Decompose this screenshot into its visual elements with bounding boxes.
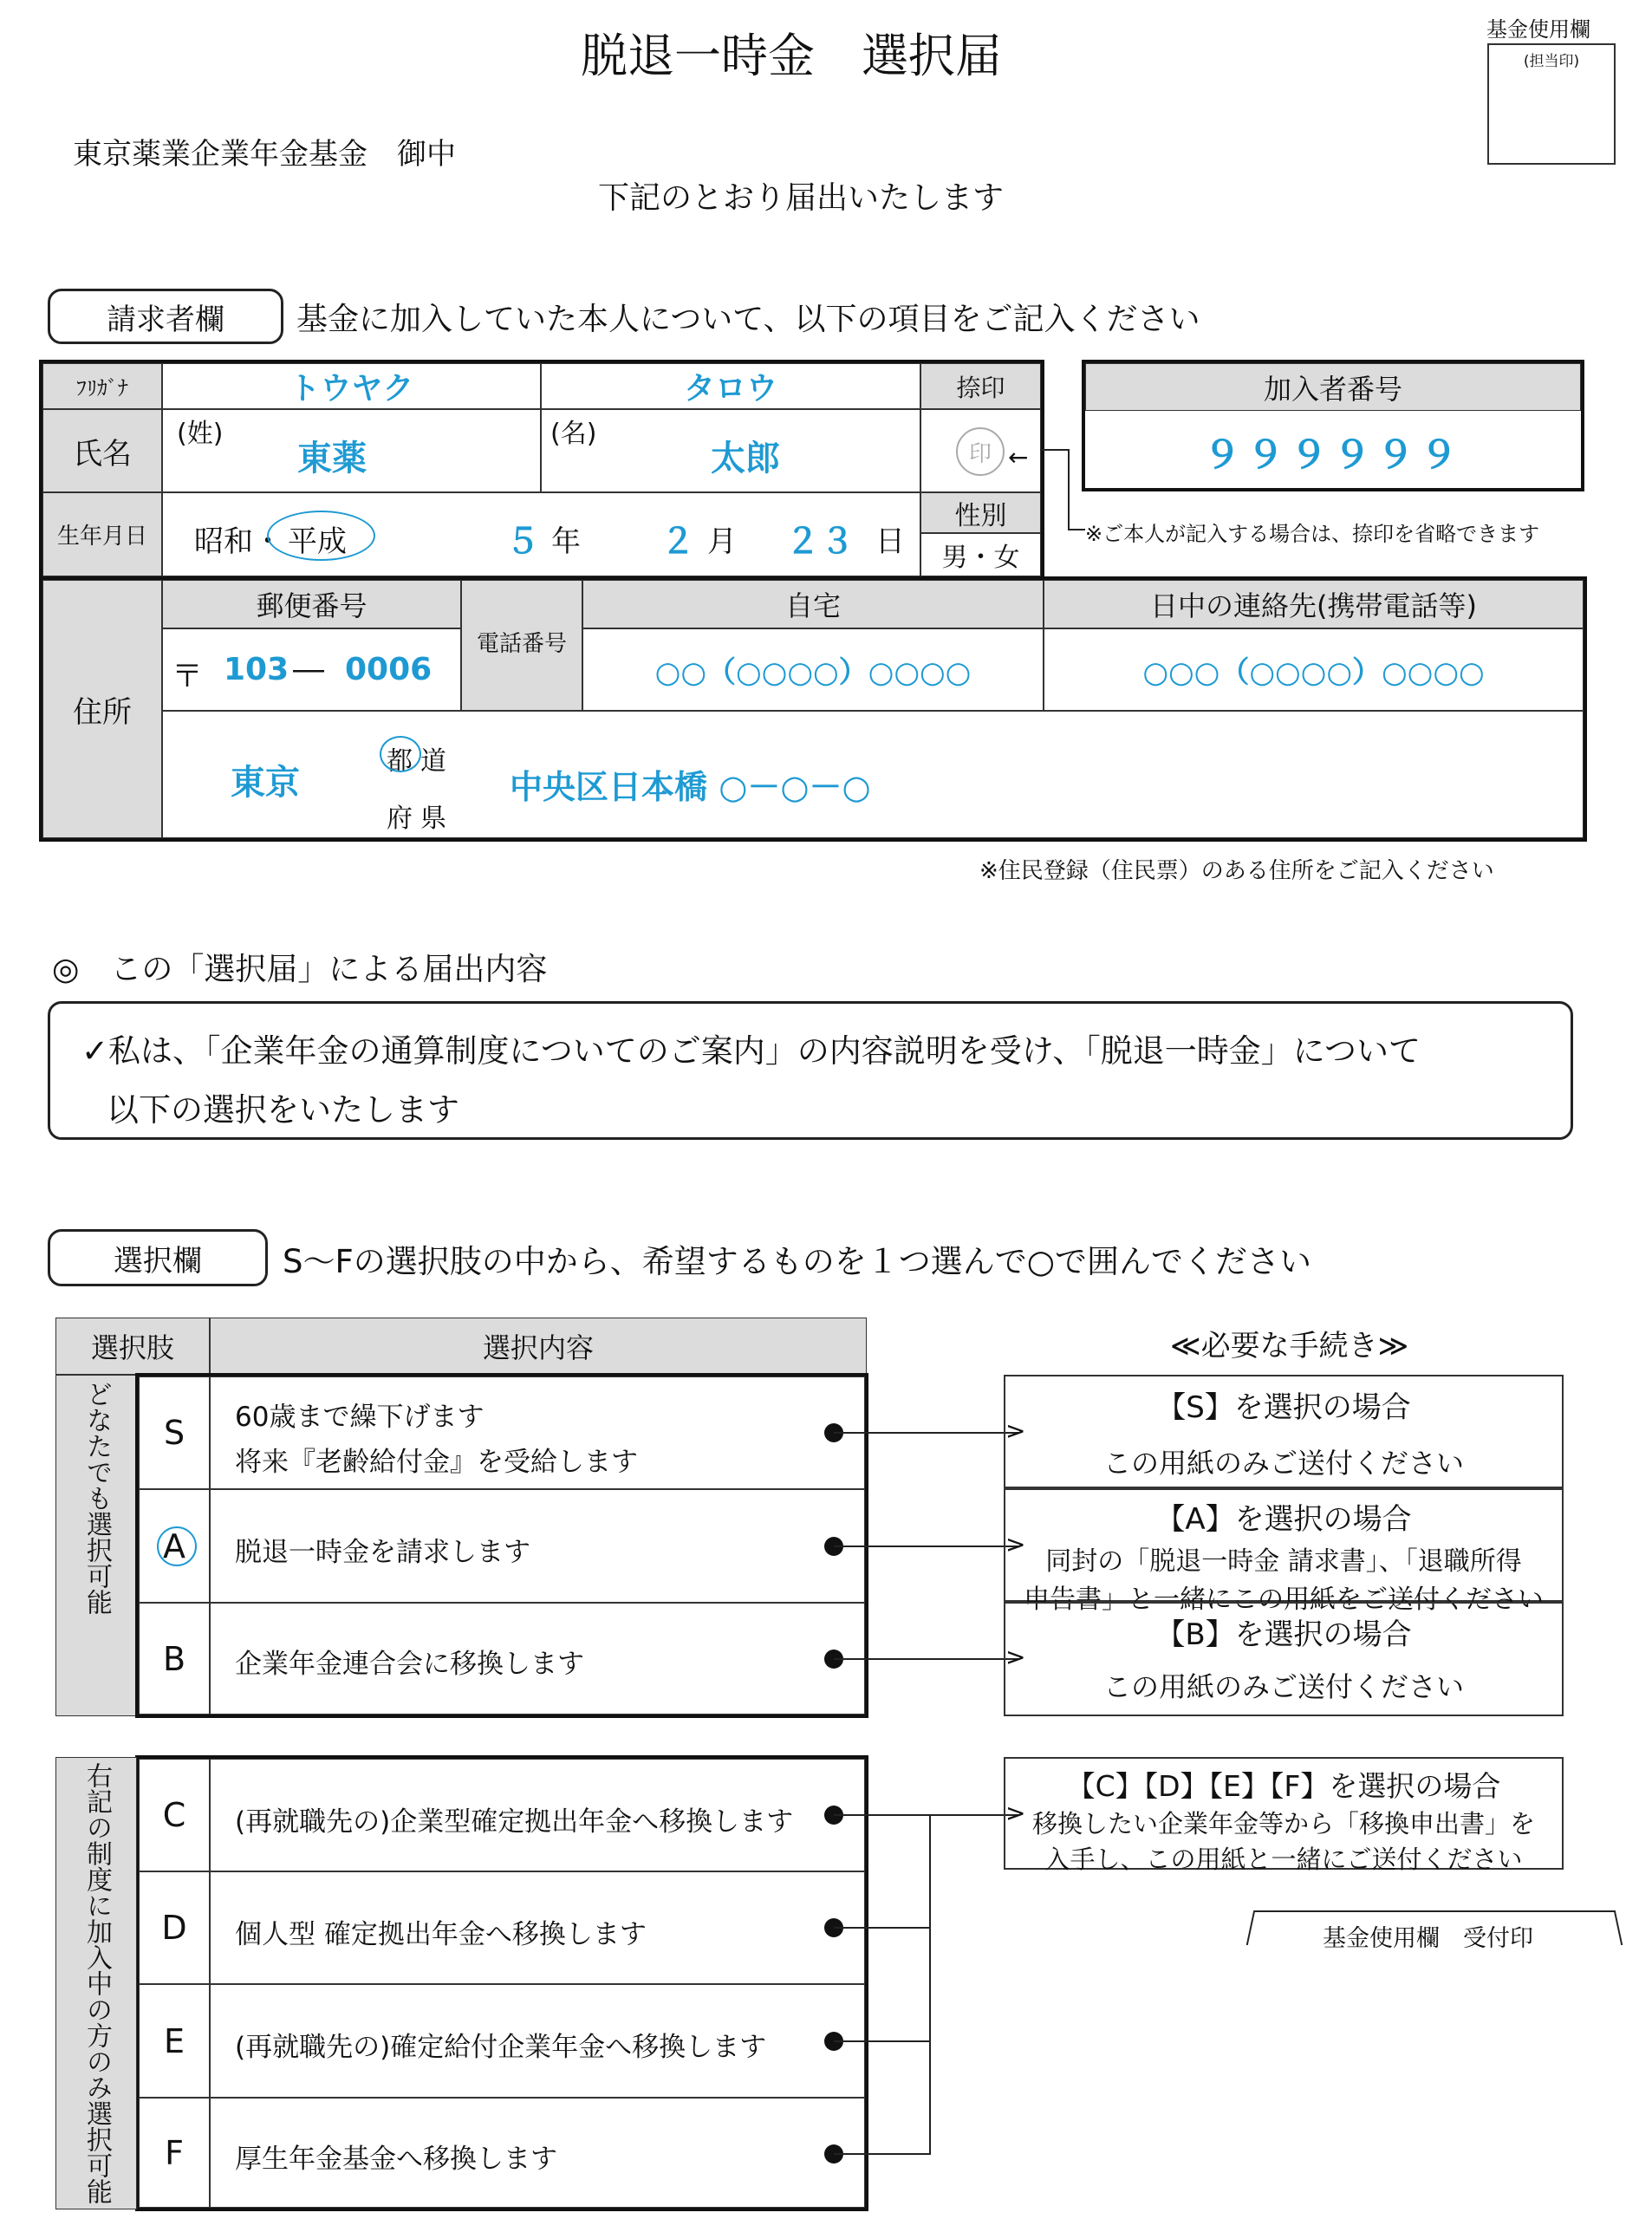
pref-do: 道 <box>420 746 446 777</box>
procedure-a-line2: 申告書」と一緒にこの用紙をご送付ください <box>1024 1585 1544 1615</box>
col-content-header <box>210 1318 867 1375</box>
sei-cell <box>162 409 541 492</box>
procedure-a-line1: 同封の「脱退一時金 請求書」、「退職所得 <box>1045 1546 1522 1577</box>
era-showa: 昭和 <box>194 524 253 559</box>
zip2: 0006 <box>345 652 433 687</box>
option-content-s[interactable] <box>210 1376 865 1489</box>
option-code-s[interactable] <box>139 1376 210 1489</box>
receipt-left-slant <box>1246 1910 1256 1945</box>
col-option-label: 選択肢 <box>90 1331 174 1364</box>
option-content-f[interactable] <box>210 2098 865 2208</box>
seal-mark <box>956 427 1005 476</box>
day-phone: ○○○（○○○○）○○○○ <box>1142 655 1485 690</box>
mei-value: 太郎 <box>711 439 780 478</box>
pref-ken: 県 <box>420 804 446 834</box>
procedure-b <box>1004 1602 1564 1716</box>
address-note: ※住民登録（住民票）のある住所をご記入ください <box>979 858 1494 884</box>
page-title: 脱退一時金 選択届 <box>581 29 1002 83</box>
zip-mark: 〒 <box>172 659 204 694</box>
member-no-label-cell <box>1085 363 1581 411</box>
seal-arrow: ← <box>1008 443 1029 472</box>
sex-label: 性別 <box>954 500 1007 531</box>
option-code-text: B <box>162 1639 186 1678</box>
home-phone-cell <box>582 628 1044 711</box>
arrow-line-a <box>834 1545 1019 1547</box>
year-unit: 年 <box>551 524 581 559</box>
seal-label: 捺印 <box>956 373 1005 402</box>
procedure-s-title: 【S】を選択の場合 <box>1156 1390 1411 1425</box>
option-a-circle <box>157 1526 197 1566</box>
fund-use-box <box>1487 43 1616 165</box>
zip1: 103 <box>224 652 289 687</box>
statement-line1: ✓私は、「企業年金の通算制度についてのご案内」の内容説明を受け、「脱退一時金」について <box>81 1032 1421 1070</box>
col-content-label: 選択内容 <box>482 1331 594 1364</box>
prefecture: 東京 <box>231 763 300 803</box>
option-b-line1: 企業年金連合会に移換します <box>235 1649 584 1680</box>
month-unit: 月 <box>707 524 737 559</box>
arrow-line-b <box>834 1658 1019 1660</box>
month-value: ２ <box>660 522 695 562</box>
dob-label-cell <box>42 492 162 576</box>
option-c-line1: (再就職先の)企業型確定拠出年金へ移換します <box>235 1806 794 1838</box>
fund-use-sub: (担当印) <box>1523 53 1580 70</box>
receipt-right-slant <box>1614 1910 1623 1945</box>
procedure-b-line1: この用紙のみご送付ください <box>1102 1670 1464 1703</box>
option-s-line1: 60歳まで繰下げます <box>235 1402 485 1433</box>
option-code-text: C <box>162 1796 186 1834</box>
dob-cell <box>162 492 920 576</box>
bracket-c <box>834 1814 931 1816</box>
group1-label: どなたでも選択可能 <box>81 1381 112 1615</box>
address-label-cell <box>42 580 162 838</box>
seal-mark-text: 印 <box>968 440 992 467</box>
day-unit: 日 <box>875 524 905 559</box>
seal-label-cell <box>920 363 1041 409</box>
procedure-cdef-line2: 入手し、この用紙と一緒にご送付ください <box>1044 1845 1523 1874</box>
seal-connector-h2 <box>1068 529 1085 530</box>
option-code-e[interactable] <box>139 1984 210 2098</box>
zip-cell <box>162 628 461 711</box>
statement-box <box>48 1001 1573 1140</box>
bracket-f <box>834 2153 931 2155</box>
option-content-e[interactable] <box>210 1984 865 2098</box>
option-d-line1: 個人型 確定拠出年金へ移換します <box>235 1919 647 1950</box>
seal-connector-h1 <box>1040 449 1070 451</box>
sei-value: 東薬 <box>297 439 367 478</box>
member-no-text: ９９９９９９ <box>1203 433 1463 478</box>
pref-to-circle <box>380 736 421 772</box>
furigana-sei <box>162 363 541 409</box>
sei-label: (姓) <box>177 419 224 449</box>
seal-cell <box>920 409 1041 492</box>
arrow-head-cdef: > <box>1005 1799 1026 1827</box>
option-content-a[interactable] <box>210 1489 865 1603</box>
claimant-instruction: 基金に加入していた本人について、以下の項目をご記入ください <box>296 302 1200 337</box>
option-content-b[interactable] <box>210 1603 865 1715</box>
option-code-d[interactable] <box>139 1871 210 1984</box>
zip-label-cell <box>162 580 461 628</box>
procedure-s <box>1004 1375 1564 1488</box>
statement-line2: 以下の選択をいたします <box>107 1091 459 1129</box>
pref-to: 都 <box>387 746 413 777</box>
street: 中央区日本橋 ○－○－○ <box>510 768 871 806</box>
col-option-header <box>55 1318 210 1375</box>
name-label-cell <box>42 409 162 492</box>
option-code-text: E <box>163 2021 185 2060</box>
address-street-cell <box>162 711 1584 838</box>
member-no-label: 加入者番号 <box>1263 372 1402 406</box>
furigana-sei-value: トウヤク <box>289 371 414 407</box>
furigana-label: ﾌﾘｶﾞﾅ <box>76 376 128 400</box>
receipt-top-line <box>1255 1910 1616 1912</box>
option-f-line1: 厚生年金基金へ移換します <box>235 2144 557 2175</box>
sex-value: 男・女 <box>941 543 1020 573</box>
mei-label: (名) <box>550 419 597 449</box>
home-label: 自宅 <box>784 589 841 622</box>
selection-tag <box>48 1229 268 1286</box>
receipt-area <box>1248 1910 1623 1952</box>
sex-label-cell <box>920 492 1041 533</box>
procedures-heading: ≪必要な手続き≫ <box>1170 1329 1409 1363</box>
option-code-a[interactable] <box>139 1489 210 1603</box>
group1-label-cell <box>55 1375 137 1716</box>
option-code-text: F <box>165 2133 184 2172</box>
procedure-s-line1: この用紙のみご送付ください <box>1102 1447 1464 1480</box>
fund-use-label: 基金使用欄 <box>1486 17 1590 42</box>
bracket-d <box>834 1927 931 1929</box>
selection-instruction: S～Fの選択肢の中から、希望するものを１つ選んで○で囲んでください <box>283 1243 1312 1280</box>
mei-cell <box>541 409 920 492</box>
day-contact-label-cell <box>1044 580 1584 628</box>
seal-connector-v <box>1068 449 1070 530</box>
member-no-value <box>1085 414 1581 488</box>
bracket-vertical <box>929 1814 931 2155</box>
zip-label: 郵便番号 <box>256 589 367 622</box>
arrow-head-s: > <box>1005 1416 1026 1445</box>
era-heisei: 平成 <box>288 524 347 559</box>
address-label: 住所 <box>73 694 132 730</box>
addressee: 東京薬業企業年金基金 御中 <box>73 137 456 172</box>
day-contact-label: 日中の連絡先(携帯電話等) <box>1150 589 1477 622</box>
group2-label-cell <box>55 1757 137 2209</box>
day-phone-cell <box>1044 628 1584 711</box>
home-phone: ○○（○○○○）○○○○ <box>654 655 972 690</box>
option-code-text: S <box>163 1414 185 1452</box>
arrow-head-a: > <box>1005 1530 1026 1559</box>
option-content-d[interactable] <box>210 1871 865 1984</box>
era-circle <box>267 511 375 561</box>
procedure-b-title: 【B】を選択の場合 <box>1155 1617 1412 1652</box>
selection-tag-label: 選択欄 <box>114 1243 202 1279</box>
phone-label: 電話番号 <box>476 631 567 657</box>
sex-value-cell <box>920 533 1041 576</box>
procedure-cdef-title: 【C】【D】【E】【F】を選択の場合 <box>1066 1769 1501 1803</box>
year-value: ５ <box>505 522 540 562</box>
procedure-cdef-line1: 移換したい企業年金等から「移換申出書」を <box>1031 1809 1535 1838</box>
option-code-text: A <box>163 1526 185 1565</box>
receipt-label: 基金使用欄 受付印 <box>1323 1925 1533 1952</box>
home-label-cell <box>582 580 1044 628</box>
furigana-mei <box>541 363 920 409</box>
option-e-line1: (再就職先の)確定給付企業年金へ移換します <box>235 2032 767 2063</box>
option-content-c[interactable] <box>210 1759 865 1871</box>
zip-dash: ― <box>293 652 324 687</box>
name-label: 氏名 <box>73 436 132 472</box>
contents-heading: ◎ この「選択届」による届出内容 <box>52 952 548 987</box>
arrow-line-s <box>834 1432 1019 1434</box>
pref-fu: 府 <box>387 804 413 834</box>
seal-note: ※ご本人が記入する場合は、捺印を省略できます <box>1085 522 1540 546</box>
claimant-tag-label: 請求者欄 <box>107 302 224 337</box>
claimant-tag <box>48 289 283 344</box>
procedure-cdef <box>1004 1757 1564 1874</box>
day-value: ２３ <box>785 522 855 562</box>
furigana-label-cell <box>42 363 162 409</box>
option-code-c[interactable] <box>139 1759 210 1871</box>
option-code-text: D <box>161 1909 187 1947</box>
furigana-mei-value: タロウ <box>683 371 777 407</box>
procedure-a-title: 【A】を選択の場合 <box>1155 1502 1412 1537</box>
dob-label: 生年月日 <box>56 524 147 550</box>
option-a-line1: 脱退一時金を請求します <box>235 1537 530 1568</box>
phone-label-cell <box>461 580 582 711</box>
bracket-e <box>834 2040 931 2042</box>
option-code-f[interactable] <box>139 2098 210 2208</box>
notice: 下記のとおり届出いたします <box>598 180 1005 216</box>
arrow-head-b: > <box>1005 1643 1026 1671</box>
procedure-a <box>1004 1488 1564 1615</box>
option-code-b[interactable] <box>139 1603 210 1715</box>
era-sep: ・ <box>253 524 283 559</box>
option-s-line2: 将来『老齢給付金』を受給します <box>235 1447 638 1478</box>
group2-label: 右記の制度に加入中の方のみ選択可能 <box>81 1762 112 2204</box>
